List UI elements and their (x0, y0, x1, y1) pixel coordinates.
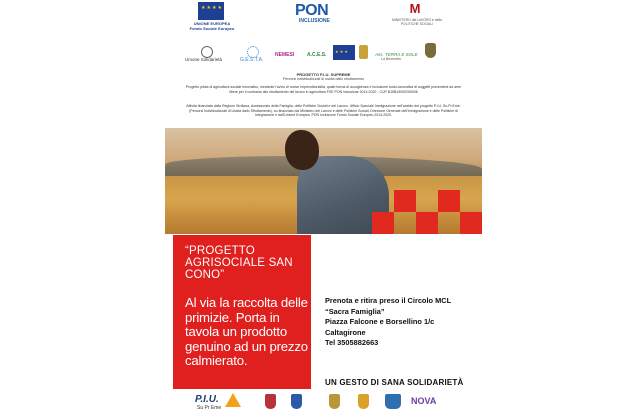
terra-e-sole-logo: Ass. TERRA E SOLE (375, 52, 418, 57)
pon-logo: PON (295, 2, 329, 19)
slogan: UN GESTO DI SANA SOLIDARIETÀ (325, 378, 464, 387)
eu-flag-icon (198, 2, 224, 20)
red-square-decoration (372, 212, 394, 234)
red-square-decoration (416, 212, 438, 234)
eu-logo-caption (187, 21, 237, 31)
piu-supreme-logo (195, 393, 241, 411)
project-subtitle: Percorsi individualizzati di uscita dallo sfruttamento (282, 77, 365, 81)
gesta-logo: G.E.S.T.A. (240, 57, 264, 63)
nemesi-logo: NEMESI (275, 52, 295, 58)
promo-title: “PROGETTO AGRISOCIALE SAN CONO” (185, 245, 293, 281)
emblem-icon-1 (265, 394, 276, 409)
piu-triangle-icon (225, 393, 241, 407)
nova-logo: NOVA (411, 396, 437, 406)
contact-info (325, 296, 481, 349)
terra-e-sole-subtitle: La Brunnella (381, 57, 401, 61)
contact-line-phone: Tel 3505882663 (325, 338, 379, 347)
funding-statement: Attività finanziata dalla Regione Siciliana, Assessorato della Famiglia, delle Politiche Sociali e del Lavoro, Ufficio Speciale Immigrazione nell'ambito del progetto P.I.U. Su.Pr.Eme. (Percorsi Individualizzati di Uscita dallo Sfruttamento), co-finanziato dal Ministero del Lavoro e delle Politiche Sociali, Direzione Generale dell'Immigrazione e delle Politiche di Integrazione e dall'Unione Europea, PON Inclusione Fondo Sociale Europeo 2014-2020. (186, 104, 461, 118)
contact-line-booking: Prenota e ritira preso il Circolo MCL (325, 296, 452, 305)
project-title: PROGETTO P.I.U. SUPREME (296, 72, 351, 77)
ministry-logo-caption: MINISTERO del LAVORO e delle POLITICHE SOCIALI (391, 18, 443, 26)
sicily-emblem-icon (358, 394, 369, 409)
piu-logo-subtitle: Su Pr Eme (197, 405, 222, 411)
regional-emblem-icon (359, 45, 368, 59)
emblem-icon-3 (329, 394, 340, 409)
piu-logo-text: P.I.U. (195, 394, 219, 405)
farmer-head (285, 130, 319, 170)
contact-line-city: Caltagirone (325, 327, 366, 337)
promo-body: Al via la raccolta delle primizie. Porta in tavola un prodotto genuino ad un prezzo calmierato. (185, 295, 308, 369)
eu-logo-subtitle: Fondo Sociale Europeo (189, 26, 235, 31)
emblem-icon-2 (291, 394, 302, 409)
aces-logo: A.C.E.S. (307, 52, 327, 58)
promo-box (173, 235, 311, 389)
eu-flag-small-icon (333, 45, 355, 60)
project-description: Progetto pilota di agricoltura sociale innovativo, mediante l'avvio di nuove imprenditorialità, quale forma di accoglienza e inclusione socio-lavorativa di soggetti provenienti da aree libere per il contrasto allo sfruttamento del lavoro in agricoltura FSE PON inclusione 2014-2020 - CUP B15B19000250006 (185, 85, 462, 94)
contact-line-venue: “Sacra Famiglia” (325, 306, 385, 316)
emblem-icon-5 (385, 394, 401, 409)
hero-photo (165, 128, 482, 234)
eu-logo-title: UNIONE EUROPEA (193, 21, 231, 26)
umone-logo: Umone Solidarietà (185, 57, 223, 62)
poster (165, 0, 482, 419)
red-square-decoration (460, 212, 482, 234)
ministry-logo-icon: M (409, 1, 421, 16)
contact-line-address: Piazza Falcone e Borsellino 1/c (325, 317, 435, 326)
pon-logo-subtitle: INCLUSIONE (299, 18, 330, 24)
red-square-decoration (438, 190, 460, 212)
red-square-decoration (394, 190, 416, 212)
municipal-coat-of-arms-icon (425, 43, 436, 58)
